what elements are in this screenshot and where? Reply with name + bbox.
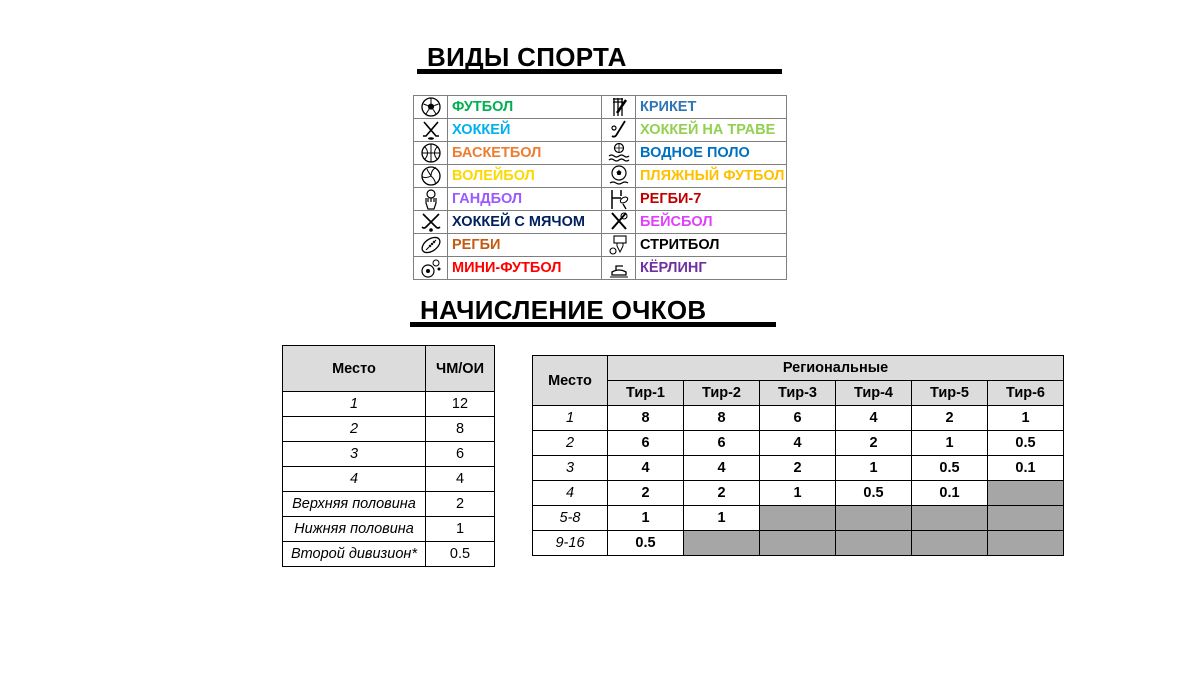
regional-points-cell: 1 [836,456,912,481]
wc-points-cell: 6 [426,442,495,467]
sport-name: СТРИТБОЛ [636,234,787,257]
wc-place-cell: Верхняя половина [283,492,426,517]
regional-points-cell: 8 [684,406,760,431]
tier-header: Тир-1 [608,381,684,406]
wc-place-cell: Нижняя половина [283,517,426,542]
volleyball-icon [414,165,448,188]
sports-row [414,257,787,280]
regional-points-cell: 0.1 [988,456,1064,481]
regional-place-cell: 3 [533,456,608,481]
regional-points-cell: 0.5 [836,481,912,506]
sport-name: ФУТБОЛ [448,96,602,119]
empty-cell [912,506,988,531]
regional-points-table [532,355,1064,556]
wc-points-cell: 12 [426,392,495,417]
wc-points-cell: 8 [426,417,495,442]
table-row [283,517,495,542]
wc-points-cell: 4 [426,467,495,492]
sports-table [413,95,787,280]
regional-points-cell: 2 [760,456,836,481]
table-row [283,417,495,442]
sport-name: ХОККЕЙ НА ТРАВЕ [636,119,787,142]
regional-points-cell: 2 [912,406,988,431]
regional-points-cell: 1 [912,431,988,456]
table-row [283,392,495,417]
empty-cell [760,531,836,556]
regional-place-header: Место [533,356,608,406]
sport-name: ПЛЯЖНЫЙ ФУТБОЛ [636,165,787,188]
rugby-ball-icon [414,234,448,257]
regional-points-cell: 4 [836,406,912,431]
regional-points-cell: 4 [760,431,836,456]
ice-hockey-icon [414,119,448,142]
sports-row [414,211,787,234]
regional-points-cell: 0.5 [912,456,988,481]
futsal-icon [414,257,448,280]
sport-name: КЁРЛИНГ [636,257,787,280]
sport-name: БЕЙСБОЛ [636,211,787,234]
table-row [283,492,495,517]
empty-cell [912,531,988,556]
sport-name: БАСКЕТБОЛ [448,142,602,165]
regional-points-cell: 6 [760,406,836,431]
regional-points-cell: 1 [760,481,836,506]
wc-place-cell: 3 [283,442,426,467]
wc-place-header: Место [283,346,426,392]
sport-name: ВОЛЕЙБОЛ [448,165,602,188]
regional-points-cell: 1 [988,406,1064,431]
regional-points-cell: 0.5 [608,531,684,556]
regional-points-cell: 6 [608,431,684,456]
wc-place-cell: 2 [283,417,426,442]
table-row [533,406,1064,431]
wc-place-cell: 4 [283,467,426,492]
regional-points-cell: 1 [608,506,684,531]
table-row [533,506,1064,531]
rugby-sevens-icon [602,188,636,211]
regional-points-cell: 8 [608,406,684,431]
table-row [533,531,1064,556]
regional-points-cell: 0.5 [988,431,1064,456]
regional-points-cell: 0.1 [912,481,988,506]
sport-name: ХОККЕЙ С МЯЧОМ [448,211,602,234]
table-row [283,542,495,567]
sport-name: РЕГБИ [448,234,602,257]
empty-cell [684,531,760,556]
sport-name: ХОККЕЙ [448,119,602,142]
table-row [283,467,495,492]
streetball-icon [602,234,636,257]
wc-place-cell: 1 [283,392,426,417]
handball-icon [414,188,448,211]
table-row [283,442,495,467]
regional-points-cell: 2 [608,481,684,506]
curling-icon [602,257,636,280]
regional-place-cell: 1 [533,406,608,431]
wc-points-cell: 0.5 [426,542,495,567]
sport-name: РЕГБИ-7 [636,188,787,211]
tier-header: Тир-2 [684,381,760,406]
basketball-icon [414,142,448,165]
wc-points-cell: 1 [426,517,495,542]
sports-row [414,165,787,188]
beach-soccer-icon [602,165,636,188]
wc-points-header: ЧМ/ОИ [426,346,495,392]
empty-cell [836,506,912,531]
sport-name: ГАНДБОЛ [448,188,602,211]
wc-place-cell: Второй дивизион* [283,542,426,567]
regional-points-cell: 6 [684,431,760,456]
empty-cell [988,481,1064,506]
water-polo-icon [602,142,636,165]
empty-cell [988,531,1064,556]
sports-row [414,96,787,119]
regional-points-cell: 4 [684,456,760,481]
sport-name: МИНИ-ФУТБОЛ [448,257,602,280]
sports-row [414,119,787,142]
tier-header: Тир-5 [912,381,988,406]
tier-header: Тир-6 [988,381,1064,406]
regional-points-cell: 1 [684,506,760,531]
empty-cell [760,506,836,531]
sports-row [414,142,787,165]
world-championship-points-table [282,345,495,567]
regional-points-cell: 2 [836,431,912,456]
soccer-ball-icon [414,96,448,119]
regional-points-cell: 2 [684,481,760,506]
sport-name: ВОДНОЕ ПОЛО [636,142,787,165]
sport-name: КРИКЕТ [636,96,787,119]
bandy-icon [414,211,448,234]
regional-points-cell: 4 [608,456,684,481]
field-hockey-icon [602,119,636,142]
table-row [533,431,1064,456]
table-row [533,481,1064,506]
tier-header: Тир-3 [760,381,836,406]
empty-cell [988,506,1064,531]
sports-row [414,234,787,257]
regional-place-cell: 2 [533,431,608,456]
sports-row [414,188,787,211]
points-heading: НАЧИСЛЕНИЕ ОЧКОВ [410,294,776,327]
regional-place-cell: 9-16 [533,531,608,556]
wc-points-cell: 2 [426,492,495,517]
cricket-icon [602,96,636,119]
baseball-icon [602,211,636,234]
empty-cell [836,531,912,556]
regional-place-cell: 4 [533,481,608,506]
regional-place-cell: 5-8 [533,506,608,531]
regional-group-header: Региональные [608,356,1064,381]
sports-heading: ВИДЫ СПОРТА [417,41,782,74]
table-row [533,456,1064,481]
tier-header: Тир-4 [836,381,912,406]
